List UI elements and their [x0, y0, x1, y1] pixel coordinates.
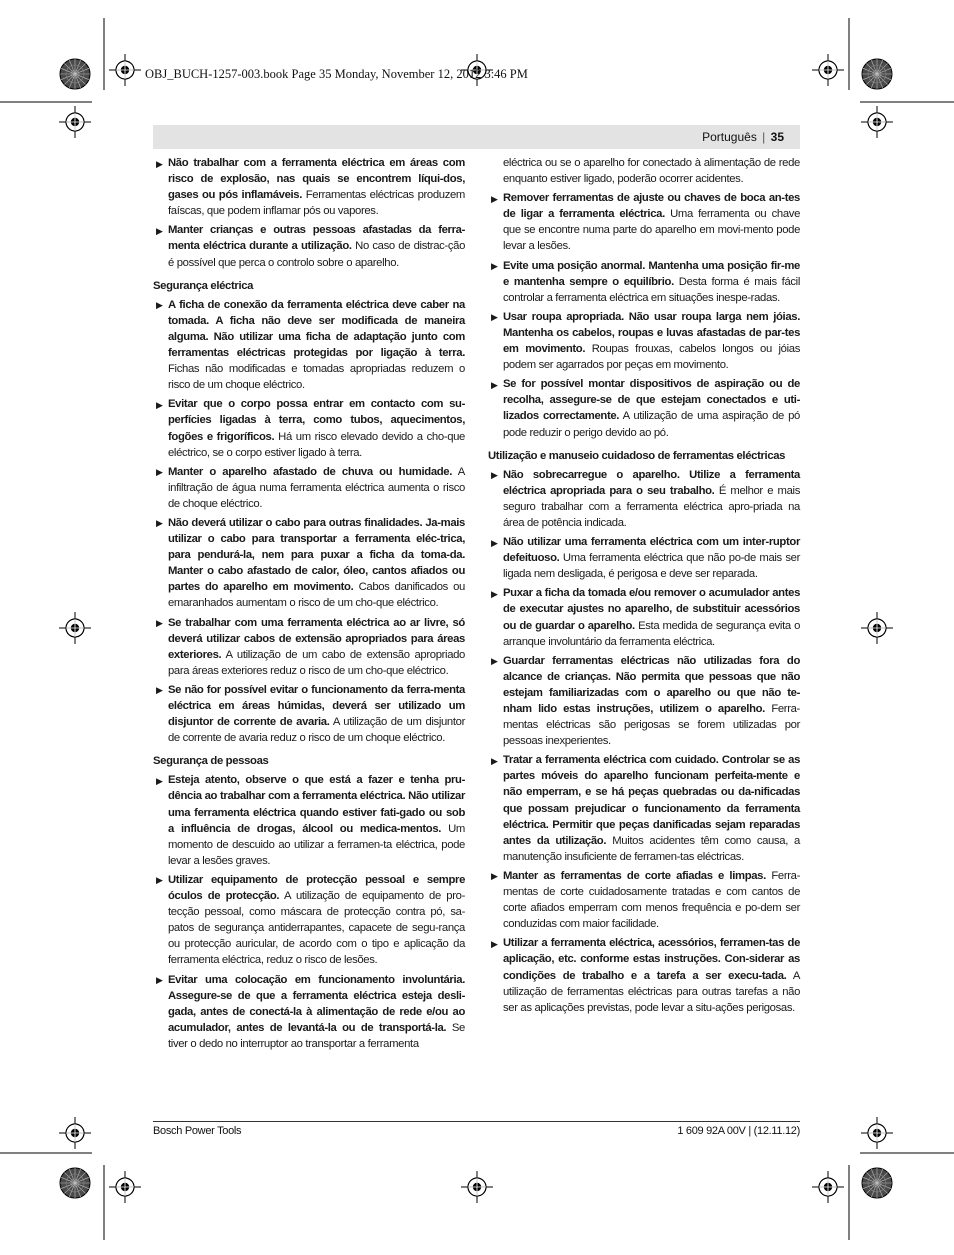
safety-item [153, 972, 465, 1052]
book-header-line: OBJ_BUCH-1257-003.book Page 35 Monday, November 12, 2012 3:46 PM [145, 67, 528, 81]
right-column [488, 155, 800, 1019]
safety-item [488, 258, 800, 306]
triangle-bullet-icon: ▶ [156, 775, 163, 786]
triangle-bullet-icon: ▶ [156, 518, 163, 529]
safety-item [153, 297, 465, 394]
safety-item-explanation: Muitos acidentes têm como causa, a manutenção insuficiente de ferramen-tas eléctricas. [503, 834, 800, 863]
safety-item-explanation: Se tiver o dedo no interruptor ao transportar a ferramenta [168, 1021, 465, 1050]
safety-item-warning: Manter crianças e outras pessoas afastadas da ferra-menta eléctrica durante a utilização. [168, 224, 465, 253]
header-separator: | [762, 130, 766, 144]
safety-item-warning: Manter o aparelho afastado de chuva ou humidade. [168, 465, 453, 478]
safety-item-warning: Remover ferramentas de ajuste ou chaves de boca an-tes de ligar a ferramenta eléctrica. [503, 192, 800, 221]
safety-item [153, 155, 465, 219]
triangle-bullet-icon: ▶ [156, 158, 163, 169]
safety-item-explanation: É melhor e mais seguro trabalhar com a ferramenta eléctrica apro-priada na área de potência indicada. [503, 484, 800, 529]
safety-item-explanation: Um momento de descuido ao utilizar a ferramen-ta eléctrica, pode levar a lesões graves. [168, 822, 465, 867]
triangle-bullet-icon: ▶ [491, 312, 498, 323]
left-column [153, 155, 465, 1055]
safety-item-warning: Evitar que o corpo possa entrar em contacto com su-perfícies ligadas à terra, como tubos, aquecimentos, fogões e frigoríficos. [168, 398, 465, 443]
safety-item [488, 190, 800, 254]
footer-brand: Bosch Power Tools [153, 1125, 242, 1137]
safety-item [153, 515, 465, 612]
triangle-bullet-icon: ▶ [156, 225, 163, 236]
safety-item-explanation: Uma ferramenta ou chave que se encontre numa parte do aparelho em movi-mento pode levar a lesões. [503, 208, 800, 253]
safety-item-warning: Não deverá utilizar o cabo para outras finalidades. Ja-mais utilizar o cabo para transportar a ferramenta eléc-trica, para pendurá-la, nem para puxar a ficha da toma-da. Manter o cabo afastado de calor, óleo, cantos afiados ou partes do aparelho em movimento. [168, 516, 465, 594]
triangle-bullet-icon: ▶ [491, 379, 498, 390]
safety-item [488, 752, 800, 865]
triangle-bullet-icon: ▶ [156, 975, 163, 985]
safety-item-explanation: A utilização de equipamento de pro-tecção pessoal, como máscara de protecção contra pó, sa-patos de segurança antiderrapantes, capacete de segu-rança ou protecção auricular, de acordo com o tipo e aplicação da ferramenta eléctrica, reduz o risco de lesões. [168, 890, 465, 967]
safety-item [488, 376, 800, 440]
safety-item-warning: A ficha de conexão da ferramenta eléctrica deve caber na tomada. A ficha não deve ser modificada de maneira alguma. Não utilizar uma ficha de adaptação junto com ferramentas eléctricas protegidas por ligação à terra. [168, 298, 465, 360]
safety-item-warning: Se for possível montar dispositivos de aspiração ou de recolha, assegure-se de que estejam conectados e uti-lizados correctamente. [503, 378, 800, 423]
safety-item-explanation: Desta forma é mais fácil controlar a ferramenta eléctrica em situações inespe-radas. [503, 275, 800, 304]
safety-item [488, 467, 800, 531]
triangle-bullet-icon: ▶ [156, 685, 163, 696]
section-heading-electrical: Segurança eléctrica [153, 279, 254, 292]
safety-item-explanation: A infiltração de água numa ferramenta eléctrica aumenta o risco de choque eléctrico. [168, 465, 465, 510]
safety-item-explanation: Cabos danificados ou emaranhados aumentam o risco de um cho-que eléctrico. [168, 581, 465, 610]
triangle-bullet-icon: ▶ [491, 261, 498, 272]
language-header-band [153, 125, 800, 149]
safety-item-warning: Se não for possível evitar o funcionamento da ferra-menta eléctrica em áreas húmidas, deverá ser utilizado um disjuntor de corrente de avaria. [168, 683, 465, 729]
safety-item-explanation: A utilização de um cabo de extensão apropriado para áreas exteriores reduz o risco de um cho-que eléctrico. [168, 648, 465, 677]
triangle-bullet-icon: ▶ [491, 755, 498, 766]
safety-item-explanation: Roupas frouxas, cabelos longos ou jóias podem ser agarrados por peças em movimento. [503, 343, 801, 372]
safety-item-explanation: Ferra-mentas de corte cuidadosamente tratadas e com cantos de corte afiados emperram com menos frequência e po-dem ser conduzidas com maior facilidade. [503, 869, 800, 931]
safety-item-warning: Não trabalhar com a ferramenta eléctrica em áreas com risco de explosão, nas quais se encontrem líqui-dos, gases ou pós inflamáveis. [168, 157, 465, 202]
safety-item-explanation: No caso de distrac-ção é possível que perca o controlo sobre o aparelho. [168, 240, 465, 269]
safety-item-explanation: A utilização de um disjuntor de corrente de avaria reduz o risco de um choque eléctrico. [168, 716, 465, 745]
safety-item [153, 615, 465, 679]
triangle-bullet-icon: ▶ [156, 300, 163, 311]
safety-item [488, 309, 800, 373]
safety-item-warning: Evite uma posição anormal. Mantenha uma posição fir-me e mantenha sempre o equilíbrio. [503, 259, 800, 288]
safety-item-explanation: Ferramentas eléctricas produzem faíscas, que podem inflamar pós ou vapores. [168, 189, 465, 218]
safety-item [488, 935, 800, 1015]
safety-item-explanation: A utilização de uma aspiração de pó pode reduzir o perigo devido ao pó. [503, 410, 800, 439]
safety-item-warning: Usar roupa apropriada. Não usar roupa larga nem jóias. Mantenha os cabelos, roupas e luvas afastadas de par-tes em movimento. [503, 310, 800, 356]
safety-item [153, 682, 465, 746]
safety-item-explanation: A utilização de ferramentas eléctricas para outras tarefas a não ser as aplicações previstas, pode levar a situ-ações perigosas. [503, 969, 801, 1014]
triangle-bullet-icon: ▶ [491, 588, 498, 599]
page-number: 35 [770, 130, 784, 144]
language-label: Português [702, 130, 757, 144]
safety-item-warning: Utilizar equipamento de protecção pessoal e sempre óculos de protecção. [168, 873, 465, 903]
safety-item-warning: Esteja atento, observe o que está a fazer e tenha pru-dência ao trabalhar com a ferramenta eléctrica. Não utilizar uma ferramenta eléctrica quando estiver fati-gado ou sob a influência de drogas, álcool ou medica-mentos. [168, 774, 465, 835]
safety-item [488, 653, 800, 750]
triangle-bullet-icon: ▶ [491, 871, 498, 882]
safety-item-explanation: Fichas não modificadas e tomadas apropriadas reduzem o risco de um choque eléctrico. [168, 363, 465, 392]
section-heading-usage: Utilização e manuseio cuidadoso de ferramentas eléctricas [488, 449, 786, 462]
footer-doc-number: 1 609 92A 00V | (12.11.12) [677, 1125, 800, 1137]
triangle-bullet-icon: ▶ [491, 938, 498, 949]
triangle-bullet-icon: ▶ [156, 467, 163, 478]
continued-text: eléctrica ou se o aparelho for conectado à alimentação de rede enquanto estiver ligado, poderão ocorrer acidentes. [503, 157, 800, 186]
safety-item-explanation: Há um risco elevado devido a cho-que eléctrico, se o corpo estiver ligado à terra. [168, 430, 465, 459]
triangle-bullet-icon: ▶ [491, 656, 498, 667]
safety-item-warning: Guardar ferramentas eléctricas não utilizadas fora do alcance de crianças. Não permita que pessoas que não estejam familiarizadas com o aparelho ou que não te-nham lido estas instruções, utilizem o aparelho. [503, 654, 800, 715]
safety-item [153, 772, 465, 869]
safety-item [153, 396, 465, 460]
safety-item [488, 585, 800, 649]
safety-item-warning: Se trabalhar com uma ferramenta eléctrica ao ar livre, só deverá utilizar cabos de extensão apropriados para áreas exteriores. [168, 616, 465, 661]
triangle-bullet-icon: ▶ [491, 193, 498, 204]
triangle-bullet-icon: ▶ [156, 875, 163, 886]
safety-item-warning: Evitar uma colocação em funcionamento involuntária. Assegure-se de que a ferramenta eléctrica esteja desli-gada, antes de conectá-la à alimentação de rede e/ou ao acumulador, antes de levantá-la ou de transportá-la. [168, 973, 465, 1034]
safety-item-explanation: Esta medida de segurança evita o arranque involuntário da ferramenta eléctrica. [503, 619, 800, 648]
triangle-bullet-icon: ▶ [491, 537, 498, 548]
safety-item-warning: Não sobrecarregue o aparelho. Utilize a ferramenta eléctrica apropriada para o seu trabalho. [503, 468, 800, 497]
safety-item-explanation: Uma ferramenta eléctrica que não po-de mais ser ligada nem desligada, é perigosa e deve ser reparada. [503, 552, 800, 581]
safety-item [153, 464, 465, 512]
triangle-bullet-icon: ▶ [491, 470, 498, 481]
section-heading-people: Segurança de pessoas [153, 755, 269, 768]
safety-item [153, 872, 465, 969]
safety-item [488, 868, 800, 932]
safety-item-warning: Manter as ferramentas de corte afiadas e limpas. [503, 869, 766, 882]
safety-item-warning: Não utilizar uma ferramenta eléctrica com um inter-ruptor defeituoso. [503, 536, 800, 565]
triangle-bullet-icon: ▶ [156, 618, 163, 629]
safety-item-warning: Tratar a ferramenta eléctrica com cuidado. Controlar se as partes móveis do aparelho funcionam perfeita-mente e não emperram, e se há peças quebradas ou da-nificadas que possam prejudicar o funcionamento da ferramenta eléctrica. Permitir que peças danificadas sejam reparadas antes da utilização. [503, 754, 800, 847]
triangle-bullet-icon: ▶ [156, 399, 163, 410]
safety-item [488, 534, 800, 582]
safety-item [153, 222, 465, 270]
safety-item-warning: Utilizar a ferramenta eléctrica, acessórios, ferramen-tas de aplicação, etc. conforme estas instruções. Con-siderar as condições de trabalho e a tarefa a ser execu-tada. [503, 937, 800, 982]
footer-rule [153, 1121, 800, 1122]
safety-item-explanation: Ferra-mentas eléctricas são perigosas se forem utilizadas por pessoas inexperientes. [503, 703, 800, 748]
running-header [702, 130, 784, 144]
safety-item-warning: Puxar a ficha da tomada e/ou remover o acumulador antes de executar ajustes no aparelho, de substituir acessórios ou de guardar o aparelho. [503, 587, 800, 632]
